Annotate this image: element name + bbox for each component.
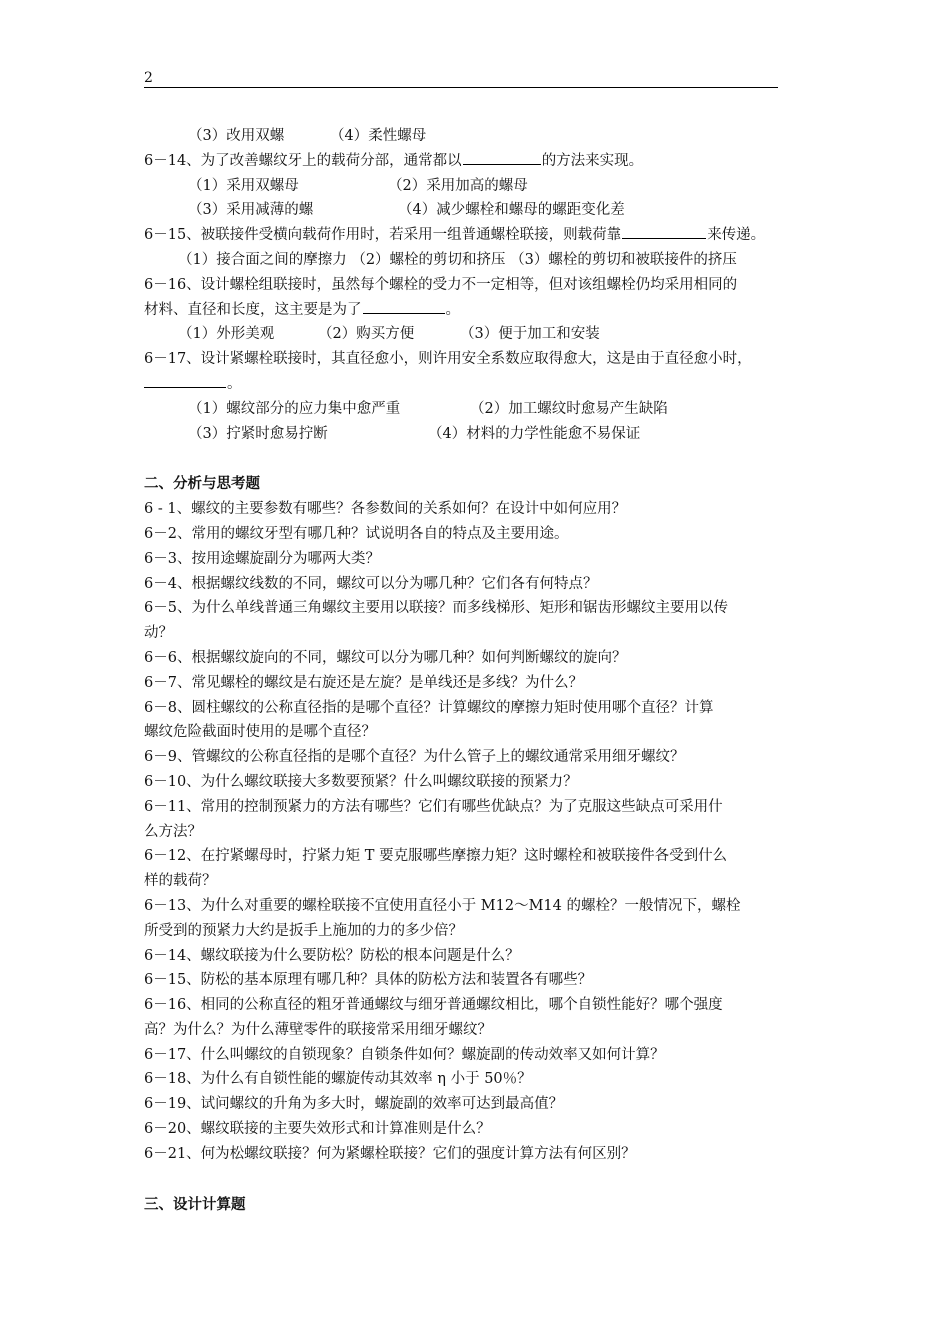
- question-text: 的方法来实现。: [541, 152, 644, 169]
- question-line: 样的载荷？: [144, 873, 217, 890]
- question-line: 6－3、按用途螺旋副分为哪两大类？: [144, 550, 380, 567]
- question-line: 6－12、在拧紧螺母时，拧紧力矩 T 要克服哪些摩擦力矩？这时螺栓和被联接件各受到什么: [144, 848, 728, 865]
- option: （1）采用双螺母: [188, 177, 299, 194]
- option-line: [144, 174, 820, 199]
- question-line: 6－14、螺纹联接为什么要防松？防松的根本问题是什么？: [144, 947, 520, 964]
- question-line: 6－6、根据螺纹旋向的不同，螺纹可以分为哪几种？如何判断螺纹的旋向？: [144, 649, 627, 666]
- option: （4）柔性螺母: [330, 128, 427, 144]
- option: （2）采用加高的螺母: [388, 177, 528, 194]
- question-text: 6－16、设计螺栓组联接时，虽然每个螺栓的受力不一定相等，但对该组螺栓仍均采用相同的: [144, 276, 738, 293]
- question-line: 6－5、为什么单线普通三角螺纹主要用以联接？而多线梯形、矩形和锯齿形螺纹主要用以传: [144, 600, 728, 617]
- option-line: [144, 322, 820, 347]
- question-line: 6－8、圆柱螺纹的公称直径指的是哪个直径？计算螺纹的摩擦力矩时使用哪个直径？计算: [144, 699, 714, 716]
- option-line: [144, 422, 820, 447]
- question-line: 6－16、相同的公称直径的粗牙普通螺纹与细牙普通螺纹相比，哪个自锁性能好？哪个强度: [144, 997, 723, 1014]
- question-text: 6－15、被联接件受横向载荷作用时，若采用一组普通螺栓联接，则载荷靠: [144, 227, 622, 244]
- option-line: [144, 248, 820, 273]
- question-line: 6－21、何为松螺纹联接？何为紧螺栓联接？它们的强度计算方法有何区别？: [144, 1145, 636, 1162]
- question-text: 材料、直径和长度，这主要是为了: [144, 301, 362, 318]
- question-line: [144, 298, 820, 323]
- document-body: [144, 124, 820, 1217]
- question-line: 么方法？: [144, 823, 202, 840]
- question-line: [144, 372, 820, 397]
- question-list: [144, 497, 820, 1167]
- question-line: 6 - 1、螺纹的主要参数有哪些？各参数间的关系如何？在设计中如何应用？: [144, 501, 627, 518]
- question-line: 6－9、管螺纹的公称直径指的是哪个直径？为什么管子上的螺纹通常采用细牙螺纹？: [144, 749, 685, 766]
- question-line: 螺纹危险截面时使用的是哪个直径？: [144, 724, 376, 741]
- option: （3）改用双螺: [188, 128, 285, 144]
- option: （1）外形美观: [178, 326, 275, 343]
- option-line: [144, 397, 820, 422]
- question-line: 动？: [144, 625, 173, 642]
- section-heading: 三、设计计算题: [144, 1195, 246, 1213]
- option: （2）加工螺纹时愈易产生缺陷: [470, 400, 668, 417]
- question-text: 来传递。: [707, 227, 766, 244]
- page-number: 2: [144, 70, 153, 86]
- question-line: 6－7、常见螺栓的螺纹是右旋还是左旋？是单线还是多线？为什么？: [144, 674, 583, 691]
- option: （1）螺纹部分的应力集中愈严重: [188, 400, 401, 417]
- question-text: 。: [227, 375, 242, 392]
- option: （4）材料的力学性能愈不易保证: [428, 425, 641, 442]
- question-line: 6－11、常用的控制预紧力的方法有哪些？它们有哪些优缺点？为了克服这些缺点可采用什: [144, 798, 723, 815]
- option: （3）拧紧时愈易拧断: [188, 425, 328, 442]
- question-line: 6－17、什么叫螺纹的自锁现象？自锁条件如何？螺旋副的传动效率又如何计算？: [144, 1046, 665, 1063]
- section-heading: 二、分析与思考题: [144, 475, 260, 493]
- question-line: 6－10、为什么螺纹联接大多数要预紧？什么叫螺纹联接的预紧力？: [144, 773, 578, 790]
- question-line: 6－13、为什么对重要的螺栓联接不宜使用直径小于 M12～M14 的螺栓？一般情况下，螺栓: [144, 897, 741, 914]
- question-line: 6－4、根据螺纹线数的不同，螺纹可以分为哪几种？它们各有何特点？: [144, 575, 598, 592]
- option: （4）减少螺栓和螺母的螺距变化差: [398, 202, 625, 219]
- question-line: 6－18、为什么有自锁性能的螺旋传动其效率 η 小于 50％？: [144, 1071, 532, 1088]
- answer-blank: [144, 373, 226, 388]
- question-line: 6－15、防松的基本原理有哪几种？具体的防松方法和装置各有哪些？: [144, 972, 593, 989]
- question-text: 6－14、为了改善螺纹牙上的载荷分部，通常都以: [144, 152, 462, 169]
- question-text: 6－17、设计紧螺栓联接时，其直径愈小，则许用安全系数应取得愈大，这是由于直径愈小时，: [144, 351, 752, 368]
- option-line: [144, 198, 820, 223]
- question-line: [144, 347, 820, 372]
- question-line: [144, 273, 820, 298]
- question-line: [144, 223, 820, 248]
- header-rule: [144, 87, 778, 88]
- question-line: 6－20、螺纹联接的主要失效形式和计算准则是什么？: [144, 1121, 491, 1138]
- question-line: [144, 149, 820, 174]
- answer-blank: [463, 150, 541, 165]
- option: （1）接合面之间的摩擦力 （2）螺栓的剪切和挤压 （3）螺栓的剪切和被联接件的挤压: [178, 251, 737, 268]
- question-line: 所受到的预紧力大约是扳手上施加的力的多少倍？: [144, 922, 463, 939]
- option: （2）购买方便: [318, 326, 415, 343]
- option: （3）采用减薄的螺: [188, 202, 314, 219]
- question-text: 。: [445, 301, 460, 318]
- question-line: 高？为什么？为什么薄壁零件的联接常采用细牙螺纹？: [144, 1021, 492, 1038]
- answer-blank: [622, 224, 706, 239]
- question-line: 6－19、试问螺纹的升角为多大时，螺旋副的效率可达到最高值？: [144, 1096, 564, 1113]
- option-line: [144, 124, 820, 149]
- option: （3）便于加工和安装: [460, 326, 600, 343]
- answer-blank: [363, 299, 445, 314]
- question-line: 6－2、常用的螺纹牙型有哪几种？试说明各自的特点及主要用途。: [144, 525, 569, 542]
